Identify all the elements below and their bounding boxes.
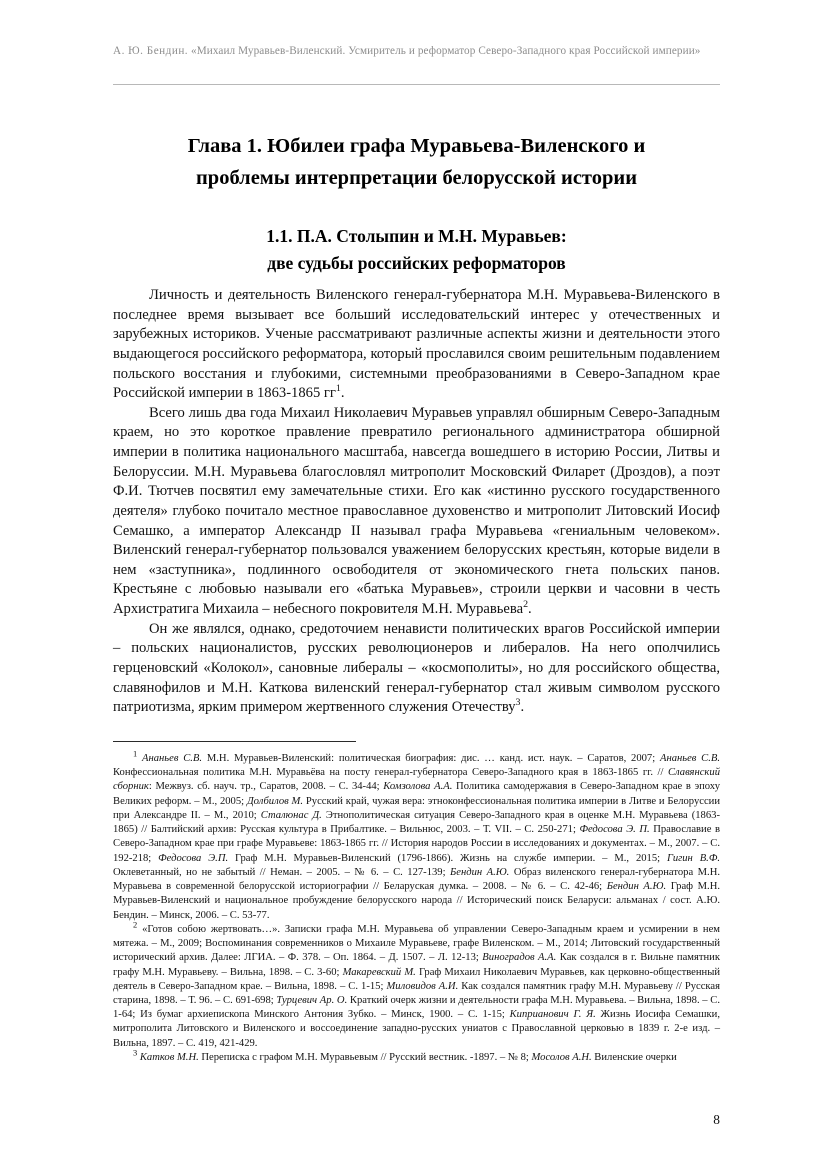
- footnote-author: Долбилов М.: [246, 795, 304, 807]
- body-paragraph: Личность и деятельность Виленского генерал-губернатора М.Н. Муравьева-Виленского в последнее время вызывает все больший исследовательский интерес у отечественных и зарубежных историков. Ученые рассматривают различные аспекты жизни и деятельности этого выдающегося российского реформатора, который прославился своим решительным подавлением польского восстания и глубокими, системными преобразованиями в Северо-Западном крае Российской империи в 1863-1865 $гг^1$.: [113, 287, 720, 402]
- footnote-author: Миловидов А.И.: [386, 980, 459, 992]
- footnote-author: Гигин В.Ф.: [667, 852, 720, 864]
- chapter-title-line-1: Глава 1. Юбилеи графа Муравьева-Виленского и: [187, 134, 646, 157]
- footnote-separator: [113, 741, 356, 742]
- footnote-reference[interactable]: 2: [523, 599, 529, 611]
- page-number: 8: [713, 1112, 720, 1127]
- body-paragraph: Всего лишь два года Михаил Николаевич Муравьев управлял обширным Северо-Западным краем, но это короткое правление превратило регионального администратора обширной империи в политика национального масштаба, навсегда вошедшего в историю России, Литвы и Белоруссии. М.Н. Муравьева благословлял митрополит Московский Филарет (Дроздов), а поэт Ф.И. Тютчев посвятил ему замечательные стихи. Его как «истинно русского государственного деятеля» глубоко почитало местное православное духовенство и митрополит Литовский Иосиф Семашко, а император Александр II называл графа Муравьева «гениальным человеком». Виленский генерал-губернатор пользовался уважением белорусских крестьян, которые видели в нем «заступника», подлинного освободителя от экономического гнета польских панов. Крестьяне с любовью называли его «батька Муравьев», строили церкви и часовни в честь Архистратига Михаила – небесного покровителя М.Н. Муравьева$^2$.: [113, 404, 720, 617]
- footnote-author: Макаревский М.: [342, 966, 416, 978]
- body-paragraph: Он же являлся, однако, средоточием ненависти политических врагов Российской империи – польских националистов, русских революционеров и либералов. На него ополчились герценовский «Колокол», сановные либералы – «космополиты», но для российского общества, славянофилов и М.Н. Каткова виленский генерал-губернатор стал живым символом русского патриотизма, ярким примером жертвенного служения Отечеству$^3$.: [113, 620, 720, 716]
- footnote-author: Ананьев С.В.: [659, 753, 720, 764]
- footnote-entry: $^2$ «Готов собою жертвовать…». Записки графа М.Н. Муравьева об управлении Северо-Западным краем и усмирении в нем мятежа. – М., 2009; Воспоминания современников о Михаиле Муравьеве, графе Виленском. – М., 2014; Литовский государственный исторический архив. Далее: ЛГИА. – Ф. 378. – Оп. 1864. – Д. 1507. – Л. 12-13; Виноградов А.А. Как создался в г. Вильне памятник графу М.Н. Муравьеву. – Вильна, 1898. – С. 3-60; Макаревский М. Граф Михаил Николаевич Муравьев, как церковно-общественный деятель в Северо-Западном крае. – Вильна, 1898. – С. 1-15; Миловидов А.И. Как создался памятник графу М.Н. Муравьеву // Русская старина, 1898. – Т. 96. – С. 691-698; Турцевич Ар. О. Краткий очерк жизни и деятельности графа М.Н. Муравьева. – Вильна, 1898. – С. 1-64; Из бумаг архиепископа Минского Антония Зубко. – Минск, 1900. – С. 1-15; Киприанович Г. Я. Жизнь Иосифа Семашки, митрополита Литовского и Виленского и воссоединение западно-русских униатов с Православной церковью в 1839 г. 2-е изд. – Вильна, 1897. – С. 419, 421-429.: [113, 919, 720, 1049]
- section-title: [113, 223, 720, 277]
- body-text: [113, 286, 720, 718]
- footnote-author: Федосова Э. П.: [579, 824, 650, 836]
- footnote-marker: 2: [133, 919, 138, 930]
- footnote-author: Славянский сборник: [113, 767, 720, 793]
- running-head-author: А. Ю. Бендин.: [113, 45, 189, 57]
- footnote-author: Киприанович Г. Я.: [509, 1009, 596, 1021]
- footnote-author: Турцевич Ар. О.: [276, 994, 348, 1006]
- footnote-author: Катков М.Н.: [139, 1051, 199, 1063]
- chapter-title-line-2: проблемы интерпретации белорусской истории: [195, 166, 638, 189]
- footnote-author: Сталюнас Д.: [260, 809, 322, 821]
- footnote-author: Ананьев С.В.: [142, 753, 203, 764]
- footnote-author: Виноградов А.А.: [482, 952, 557, 964]
- running-head-title: «Михаил Муравьев-Виленский. Усмиритель и реформатор Северо-Западного края Российской империи»: [191, 45, 701, 57]
- chapter-title: [113, 131, 720, 195]
- footnote-reference[interactable]: 3: [515, 697, 521, 709]
- footnote-author: Федосова Э.П.: [158, 852, 229, 864]
- footnote-author: Бендин А.Ю.: [450, 866, 510, 878]
- footnote-entry: $^3$ Катков М.Н. Переписка с графом М.Н. Муравьевым // Русский вестник. -1897. – № 8; Мосолов А.Н. Виленские очерки: [133, 1047, 677, 1063]
- footnote-author: Комзолова А.А.: [383, 781, 453, 793]
- footnote-reference[interactable]: 1: [335, 383, 341, 395]
- footnote-marker: 1: [133, 748, 138, 759]
- footnote-author: Мосолов А.Н.: [531, 1051, 592, 1063]
- footnote-author: Бендин А.Ю.: [606, 881, 667, 893]
- footnote-marker: 3: [133, 1047, 138, 1058]
- running-head-divider: [113, 84, 720, 85]
- footnotes: [113, 748, 721, 1065]
- footnote-entry: $^1$ Ананьев С.В. М.Н. Муравьев-Виленский: политическая биография: дис. … канд. ист. наук. – Саратов, 2007; Ананьев С.В. Конфессиональная политика М.Н. Муравьёва на посту генерал-губернатора Северо-Западного края в 1863-1865 гг. // Славянский сборник: Межвуз. сб. науч. тр., Саратов, 2008. – С. 34-44; Комзолова А.А. Политика самодержавия в Северо-Западном крае в эпоху Великих реформ. – М., 2005; Долбилов М. Русский край, чужая вера: этноконфессиональная политика империи в Литве и Белоруссии при Александре II. – М., 2010; Сталюнас Д. Этнополитическая ситуация Северо-Западного края в оценке М.Н. Муравьева (1863-1865) // Балтийский архив: Русская культура в Прибалтике. – Вильнюс, 2003. – Т. VII. – С. 250-271; Федосова Э. П. Православие в Северо-Западном крае при графе Муравьеве: 1863-1865 гг. // История народов России в исследованиях и документах. – М., 2007. – С. 192-218; Федосова Э.П. Граф М.Н. Муравьев-Виленский (1796-1866). Жизнь на службе империи. – М., 2015; Гигин В.Ф. Оклеветанный, но не забытый // Неман. – 2005. – № 6. – С. 127-139; Бендин А.Ю. Образ виленского генерал-губернатора М.Н. Муравьева в современной белорусской историографии // Беларуская думка. – 2008. – № 6. – С. 42-46; Бендин А.Ю. Граф М.Н. Муравьев-Виленский и национальное пробуждение белорусского народа // Исторический поиск Беларуси: альманах / сост. А.Ю. Бендин. – Минск, 2006. – С. 53-77.: [113, 748, 721, 921]
- section-title-line-2: две судьбы российских реформаторов: [267, 252, 566, 273]
- section-title-line-1: 1.1. П.А. Столыпин и М.Н. Муравьев:: [266, 225, 567, 246]
- running-head: [113, 42, 720, 60]
